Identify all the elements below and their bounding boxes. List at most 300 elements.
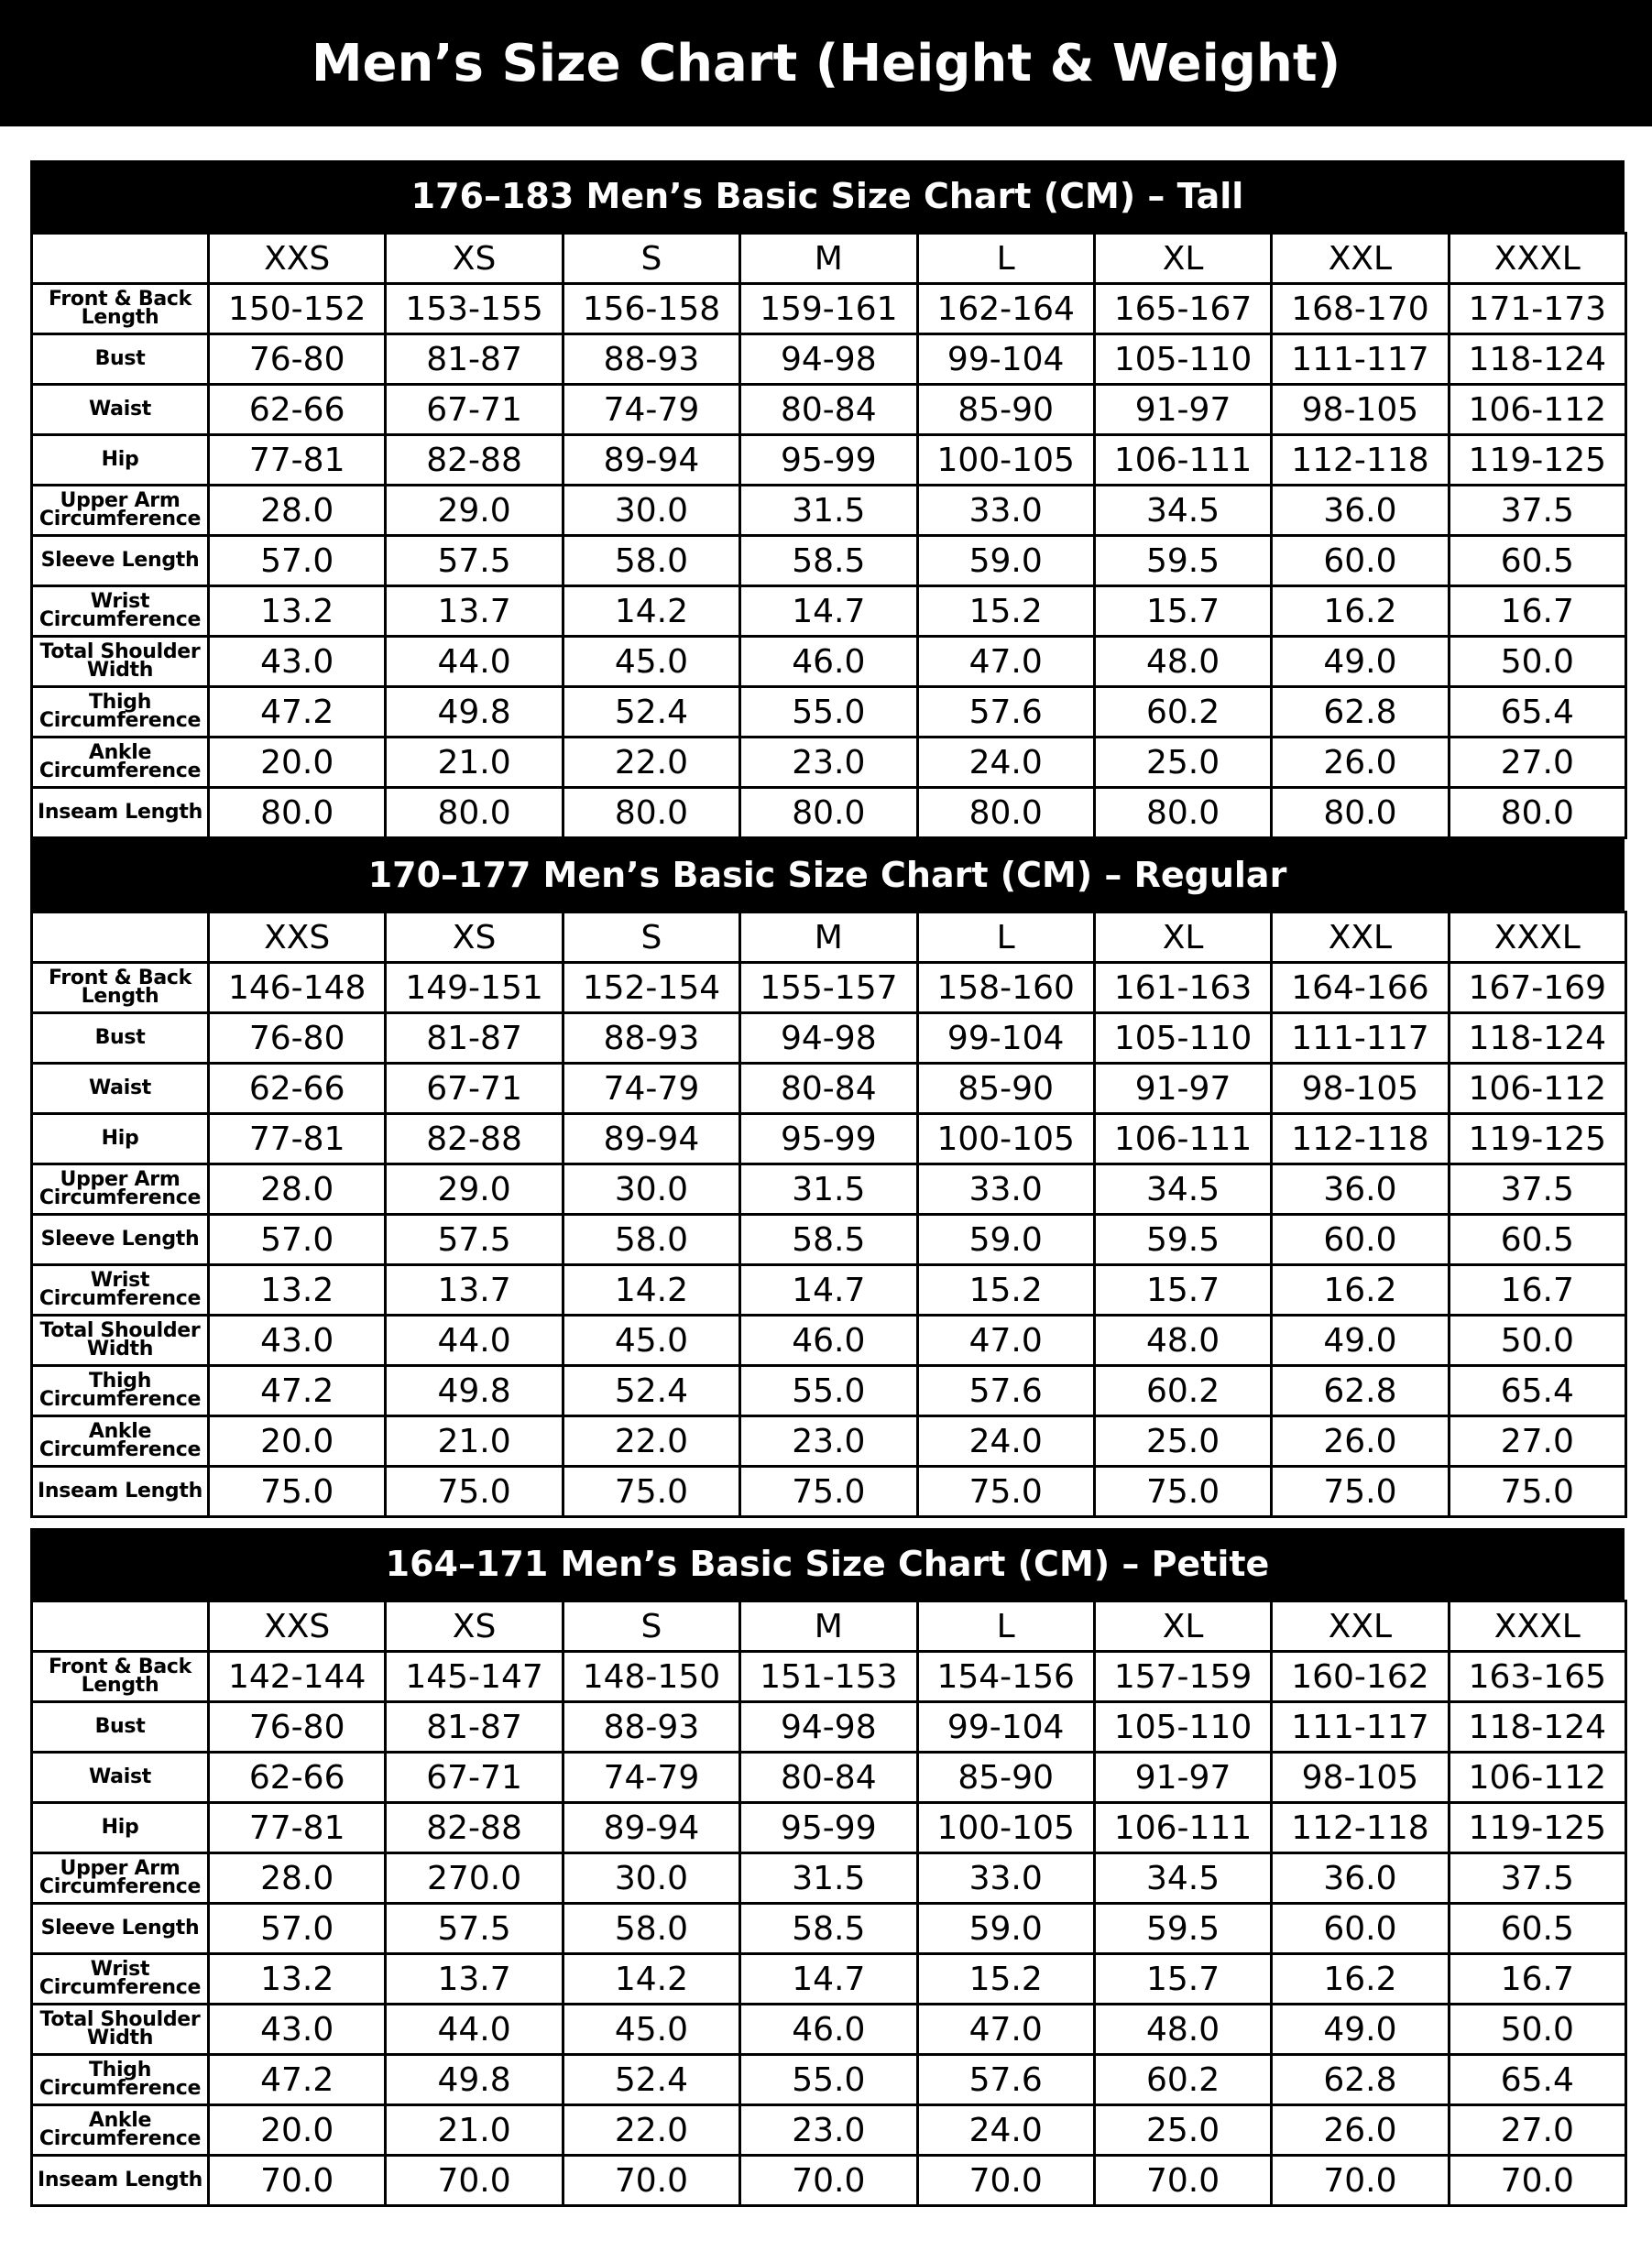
table-cell: 94-98: [740, 1702, 917, 1753]
table-cell: 80.0: [1094, 788, 1271, 838]
table-cell: 13.7: [386, 1954, 563, 2005]
table-cell: 158-160: [917, 963, 1094, 1013]
table-cell: 60.0: [1272, 1904, 1449, 1954]
table-cell: 23.0: [740, 2105, 917, 2156]
table-cell: 52.4: [563, 1366, 739, 1416]
table-cell: 60.5: [1449, 536, 1625, 586]
table-cell: 106-111: [1094, 1114, 1271, 1164]
table-cell: 37.5: [1449, 486, 1625, 536]
table-cell: 80.0: [209, 788, 386, 838]
table-cell: 80-84: [740, 1753, 917, 1803]
size-chart-section-tall: [30, 160, 1625, 839]
table-cell: 75.0: [209, 1467, 386, 1517]
table-cell: 30.0: [563, 1853, 739, 1904]
size-header-xs: XS: [386, 234, 563, 284]
table-cell: 150-152: [209, 284, 386, 334]
table-cell: 80.0: [917, 788, 1094, 838]
row-label: Total Shoulder Width: [32, 637, 209, 687]
table-row: [32, 1265, 1626, 1316]
size-header-xxl: XXL: [1272, 1601, 1449, 1652]
table-cell: 75.0: [1272, 1467, 1449, 1517]
table-row: [32, 486, 1626, 536]
table-cell: 77-81: [209, 1114, 386, 1164]
table-cell: 118-124: [1449, 1013, 1625, 1064]
table-cell: 62.8: [1272, 687, 1449, 738]
table-cell: 60.2: [1094, 687, 1271, 738]
table-cell: 60.2: [1094, 1366, 1271, 1416]
table-row: [32, 586, 1626, 637]
table-row: [32, 1114, 1626, 1164]
table-cell: 70.0: [1272, 2156, 1449, 2206]
table-row: [32, 334, 1626, 385]
table-cell: 80.0: [1449, 788, 1625, 838]
table-cell: 16.7: [1449, 1265, 1625, 1316]
table-cell: 15.7: [1094, 586, 1271, 637]
table-cell: 33.0: [917, 486, 1094, 536]
size-header-xxs: XXS: [209, 1601, 386, 1652]
row-label: Wrist Circumference: [32, 1265, 209, 1316]
table-cell: 45.0: [563, 637, 739, 687]
table-cell: 162-164: [917, 284, 1094, 334]
row-label: Inseam Length: [32, 788, 209, 838]
table-cell: 20.0: [209, 2105, 386, 2156]
table-cell: 49.0: [1272, 1316, 1449, 1366]
table-cell: 89-94: [563, 1803, 739, 1853]
table-cell: 57.0: [209, 536, 386, 586]
row-label: Inseam Length: [32, 1467, 209, 1517]
table-row: [32, 1013, 1626, 1064]
table-cell: 145-147: [386, 1652, 563, 1702]
table-cell: 16.7: [1449, 586, 1625, 637]
size-table: [30, 1600, 1627, 2207]
table-cell: 46.0: [740, 1316, 917, 1366]
table-cell: 106-112: [1449, 385, 1625, 435]
table-cell: 22.0: [563, 738, 739, 788]
table-cell: 25.0: [1094, 2105, 1271, 2156]
size-table: [30, 911, 1627, 1518]
table-cell: 67-71: [386, 1064, 563, 1114]
section-title: 164–171 Men’s Basic Size Chart (CM) – Petite: [385, 1544, 1270, 1584]
table-row: [32, 385, 1626, 435]
table-cell: 52.4: [563, 687, 739, 738]
table-cell: 95-99: [740, 435, 917, 486]
size-header-xs: XS: [386, 1601, 563, 1652]
table-cell: 34.5: [1094, 486, 1271, 536]
row-label: Waist: [32, 385, 209, 435]
table-cell: 47.2: [209, 1366, 386, 1416]
table-row: [32, 687, 1626, 738]
table-cell: 111-117: [1272, 1013, 1449, 1064]
table-cell: 152-154: [563, 963, 739, 1013]
row-label: Waist: [32, 1753, 209, 1803]
table-cell: 21.0: [386, 2105, 563, 2156]
table-cell: 151-153: [740, 1652, 917, 1702]
table-cell: 161-163: [1094, 963, 1271, 1013]
table-cell: 59.0: [917, 536, 1094, 586]
table-row: [32, 788, 1626, 838]
table-row: [32, 1416, 1626, 1467]
table-cell: 65.4: [1449, 687, 1625, 738]
table-cell: 49.0: [1272, 2005, 1449, 2055]
table-cell: 75.0: [1094, 1467, 1271, 1517]
table-cell: 28.0: [209, 486, 386, 536]
table-cell: 49.0: [1272, 637, 1449, 687]
table-cell: 28.0: [209, 1853, 386, 1904]
size-header-xl: XL: [1094, 234, 1271, 284]
table-cell: 36.0: [1272, 1853, 1449, 1904]
table-cell: 33.0: [917, 1853, 1094, 1904]
table-cell: 62-66: [209, 385, 386, 435]
table-cell: 105-110: [1094, 334, 1271, 385]
table-cell: 52.4: [563, 2055, 739, 2105]
table-row: [32, 1853, 1626, 1904]
row-label: Front & Back Length: [32, 963, 209, 1013]
table-cell: 57.5: [386, 1215, 563, 1265]
row-label: Ankle Circumference: [32, 1416, 209, 1467]
table-cell: 22.0: [563, 1416, 739, 1467]
table-cell: 60.0: [1272, 536, 1449, 586]
table-cell: 105-110: [1094, 1702, 1271, 1753]
size-header-xxs: XXS: [209, 234, 386, 284]
row-label: Sleeve Length: [32, 536, 209, 586]
table-cell: 13.7: [386, 1265, 563, 1316]
size-header-row: [32, 912, 1626, 963]
table-cell: 99-104: [917, 1013, 1094, 1064]
row-label: Total Shoulder Width: [32, 2005, 209, 2055]
table-cell: 95-99: [740, 1114, 917, 1164]
table-cell: 24.0: [917, 1416, 1094, 1467]
table-cell: 59.0: [917, 1215, 1094, 1265]
table-row: [32, 1702, 1626, 1753]
size-header-m: M: [740, 912, 917, 963]
table-cell: 14.7: [740, 1954, 917, 2005]
table-cell: 75.0: [917, 1467, 1094, 1517]
corner-cell: [32, 234, 209, 284]
table-cell: 149-151: [386, 963, 563, 1013]
row-label: Bust: [32, 334, 209, 385]
size-header-xxxl: XXXL: [1449, 1601, 1625, 1652]
table-cell: 15.2: [917, 1265, 1094, 1316]
table-cell: 67-71: [386, 385, 563, 435]
table-cell: 168-170: [1272, 284, 1449, 334]
row-label: Total Shoulder Width: [32, 1316, 209, 1366]
table-cell: 29.0: [386, 486, 563, 536]
size-header-s: S: [563, 1601, 739, 1652]
table-cell: 82-88: [386, 1803, 563, 1853]
section-title-bar: [30, 160, 1625, 232]
table-cell: 76-80: [209, 334, 386, 385]
table-row: [32, 2156, 1626, 2206]
table-cell: 80.0: [386, 788, 563, 838]
table-cell: 100-105: [917, 435, 1094, 486]
table-cell: 27.0: [1449, 2105, 1625, 2156]
table-cell: 55.0: [740, 1366, 917, 1416]
table-cell: 58.0: [563, 536, 739, 586]
table-cell: 14.2: [563, 1954, 739, 2005]
table-cell: 160-162: [1272, 1652, 1449, 1702]
table-cell: 23.0: [740, 1416, 917, 1467]
table-cell: 75.0: [386, 1467, 563, 1517]
table-row: [32, 1652, 1626, 1702]
row-label: Hip: [32, 1114, 209, 1164]
table-cell: 119-125: [1449, 435, 1625, 486]
size-header-s: S: [563, 912, 739, 963]
table-cell: 74-79: [563, 1064, 739, 1114]
table-cell: 28.0: [209, 1164, 386, 1215]
table-cell: 49.8: [386, 1366, 563, 1416]
table-cell: 59.5: [1094, 1215, 1271, 1265]
row-label: Thigh Circumference: [32, 2055, 209, 2105]
table-row: [32, 1064, 1626, 1114]
table-cell: 36.0: [1272, 486, 1449, 536]
table-cell: 59.5: [1094, 536, 1271, 586]
table-cell: 29.0: [386, 1164, 563, 1215]
table-cell: 95-99: [740, 1803, 917, 1853]
table-row: [32, 1366, 1626, 1416]
table-cell: 148-150: [563, 1652, 739, 1702]
section-title: 176–183 Men’s Basic Size Chart (CM) – Tall: [410, 176, 1244, 216]
table-cell: 58.0: [563, 1904, 739, 1954]
table-row: [32, 1215, 1626, 1265]
table-cell: 15.2: [917, 586, 1094, 637]
table-cell: 55.0: [740, 687, 917, 738]
table-cell: 75.0: [563, 1467, 739, 1517]
table-cell: 163-165: [1449, 1652, 1625, 1702]
table-cell: 44.0: [386, 637, 563, 687]
table-cell: 100-105: [917, 1803, 1094, 1853]
table-row: [32, 2005, 1626, 2055]
table-cell: 49.8: [386, 2055, 563, 2105]
table-cell: 82-88: [386, 1114, 563, 1164]
row-label: Front & Back Length: [32, 284, 209, 334]
table-cell: 70.0: [917, 2156, 1094, 2206]
page-header: [0, 0, 1652, 126]
table-cell: 154-156: [917, 1652, 1094, 1702]
row-label: Wrist Circumference: [32, 1954, 209, 2005]
table-cell: 270.0: [386, 1853, 563, 1904]
table-cell: 118-124: [1449, 1702, 1625, 1753]
table-cell: 112-118: [1272, 1803, 1449, 1853]
table-cell: 85-90: [917, 1064, 1094, 1114]
table-cell: 111-117: [1272, 1702, 1449, 1753]
table-cell: 157-159: [1094, 1652, 1271, 1702]
table-cell: 26.0: [1272, 738, 1449, 788]
table-cell: 106-111: [1094, 435, 1271, 486]
section-title-bar: [30, 1528, 1625, 1600]
table-cell: 58.5: [740, 1215, 917, 1265]
table-cell: 44.0: [386, 1316, 563, 1366]
table-cell: 14.7: [740, 1265, 917, 1316]
table-cell: 16.2: [1272, 1954, 1449, 2005]
table-row: [32, 1803, 1626, 1853]
size-header-xxl: XXL: [1272, 912, 1449, 963]
table-cell: 50.0: [1449, 1316, 1625, 1366]
table-cell: 45.0: [563, 2005, 739, 2055]
table-cell: 31.5: [740, 486, 917, 536]
table-cell: 24.0: [917, 738, 1094, 788]
row-label: Upper Arm Circumference: [32, 486, 209, 536]
size-header-xl: XL: [1094, 1601, 1271, 1652]
table-cell: 16.2: [1272, 586, 1449, 637]
size-header-xxxl: XXXL: [1449, 234, 1625, 284]
table-cell: 23.0: [740, 738, 917, 788]
section-title: 170–177 Men’s Basic Size Chart (CM) – Regular: [367, 855, 1287, 895]
table-row: [32, 536, 1626, 586]
row-label: Front & Back Length: [32, 1652, 209, 1702]
table-cell: 89-94: [563, 1114, 739, 1164]
table-cell: 112-118: [1272, 1114, 1449, 1164]
table-cell: 60.2: [1094, 2055, 1271, 2105]
table-cell: 57.6: [917, 2055, 1094, 2105]
table-cell: 155-157: [740, 963, 917, 1013]
size-header-xxs: XXS: [209, 912, 386, 963]
table-cell: 13.7: [386, 586, 563, 637]
table-cell: 57.5: [386, 536, 563, 586]
table-cell: 14.2: [563, 586, 739, 637]
table-cell: 14.2: [563, 1265, 739, 1316]
table-cell: 37.5: [1449, 1164, 1625, 1215]
table-cell: 99-104: [917, 1702, 1094, 1753]
table-cell: 25.0: [1094, 1416, 1271, 1467]
table-cell: 47.2: [209, 687, 386, 738]
table-cell: 30.0: [563, 486, 739, 536]
table-cell: 94-98: [740, 334, 917, 385]
table-row: [32, 2055, 1626, 2105]
table-cell: 43.0: [209, 2005, 386, 2055]
table-cell: 48.0: [1094, 1316, 1271, 1366]
table-cell: 13.2: [209, 1954, 386, 2005]
table-cell: 106-112: [1449, 1753, 1625, 1803]
table-cell: 62-66: [209, 1064, 386, 1114]
row-label: Thigh Circumference: [32, 687, 209, 738]
table-cell: 48.0: [1094, 637, 1271, 687]
table-cell: 15.7: [1094, 1954, 1271, 2005]
table-cell: 62.8: [1272, 1366, 1449, 1416]
size-header-row: [32, 234, 1626, 284]
size-header-l: L: [917, 234, 1094, 284]
table-cell: 47.0: [917, 637, 1094, 687]
row-label: Inseam Length: [32, 2156, 209, 2206]
table-cell: 46.0: [740, 637, 917, 687]
table-row: [32, 1316, 1626, 1366]
table-cell: 55.0: [740, 2055, 917, 2105]
table-cell: 62.8: [1272, 2055, 1449, 2105]
table-cell: 98-105: [1272, 1064, 1449, 1114]
table-cell: 13.2: [209, 586, 386, 637]
table-cell: 70.0: [740, 2156, 917, 2206]
table-cell: 31.5: [740, 1164, 917, 1215]
table-cell: 171-173: [1449, 284, 1625, 334]
table-cell: 91-97: [1094, 1753, 1271, 1803]
table-cell: 76-80: [209, 1702, 386, 1753]
corner-cell: [32, 1601, 209, 1652]
table-row: [32, 963, 1626, 1013]
table-cell: 164-166: [1272, 963, 1449, 1013]
table-cell: 62-66: [209, 1753, 386, 1803]
table-cell: 89-94: [563, 435, 739, 486]
row-label: Sleeve Length: [32, 1904, 209, 1954]
table-cell: 106-112: [1449, 1064, 1625, 1114]
table-cell: 27.0: [1449, 738, 1625, 788]
row-label: Sleeve Length: [32, 1215, 209, 1265]
row-label: Wrist Circumference: [32, 586, 209, 637]
table-cell: 47.0: [917, 1316, 1094, 1366]
page-title: Men’s Size Chart (Height & Weight): [311, 33, 1341, 93]
table-cell: 26.0: [1272, 2105, 1449, 2156]
table-cell: 80.0: [740, 788, 917, 838]
table-row: [32, 1753, 1626, 1803]
table-cell: 80.0: [1272, 788, 1449, 838]
table-cell: 36.0: [1272, 1164, 1449, 1215]
size-header-l: L: [917, 912, 1094, 963]
table-cell: 167-169: [1449, 963, 1625, 1013]
table-cell: 80-84: [740, 385, 917, 435]
table-cell: 85-90: [917, 385, 1094, 435]
table-cell: 50.0: [1449, 637, 1625, 687]
row-label: Thigh Circumference: [32, 1366, 209, 1416]
table-cell: 57.6: [917, 687, 1094, 738]
table-cell: 74-79: [563, 385, 739, 435]
table-cell: 57.0: [209, 1215, 386, 1265]
size-header-s: S: [563, 234, 739, 284]
table-cell: 88-93: [563, 1702, 739, 1753]
table-cell: 156-158: [563, 284, 739, 334]
table-cell: 112-118: [1272, 435, 1449, 486]
table-cell: 15.2: [917, 1954, 1094, 2005]
table-cell: 57.5: [386, 1904, 563, 1954]
table-cell: 81-87: [386, 1702, 563, 1753]
size-header-m: M: [740, 1601, 917, 1652]
size-header-l: L: [917, 1601, 1094, 1652]
table-cell: 60.5: [1449, 1215, 1625, 1265]
table-cell: 14.7: [740, 586, 917, 637]
row-label: Ankle Circumference: [32, 738, 209, 788]
size-header-xs: XS: [386, 912, 563, 963]
table-cell: 85-90: [917, 1753, 1094, 1803]
table-cell: 47.2: [209, 2055, 386, 2105]
table-cell: 58.5: [740, 536, 917, 586]
corner-cell: [32, 912, 209, 963]
table-cell: 146-148: [209, 963, 386, 1013]
table-cell: 81-87: [386, 1013, 563, 1064]
table-cell: 43.0: [209, 1316, 386, 1366]
table-cell: 57.6: [917, 1366, 1094, 1416]
table-cell: 47.0: [917, 2005, 1094, 2055]
table-cell: 27.0: [1449, 1416, 1625, 1467]
row-label: Bust: [32, 1013, 209, 1064]
table-cell: 30.0: [563, 1164, 739, 1215]
table-cell: 49.8: [386, 687, 563, 738]
size-header-xl: XL: [1094, 912, 1271, 963]
table-cell: 20.0: [209, 738, 386, 788]
table-cell: 118-124: [1449, 334, 1625, 385]
table-cell: 77-81: [209, 1803, 386, 1853]
table-cell: 25.0: [1094, 738, 1271, 788]
table-cell: 80-84: [740, 1064, 917, 1114]
table-cell: 70.0: [1094, 2156, 1271, 2206]
table-cell: 46.0: [740, 2005, 917, 2055]
table-row: [32, 1164, 1626, 1215]
table-cell: 70.0: [209, 2156, 386, 2206]
table-row: [32, 637, 1626, 687]
section-title-bar: [30, 839, 1625, 911]
table-cell: 111-117: [1272, 334, 1449, 385]
table-cell: 105-110: [1094, 1013, 1271, 1064]
table-cell: 70.0: [386, 2156, 563, 2206]
row-label: Hip: [32, 1803, 209, 1853]
table-cell: 16.7: [1449, 1954, 1625, 2005]
table-row: [32, 1954, 1626, 2005]
